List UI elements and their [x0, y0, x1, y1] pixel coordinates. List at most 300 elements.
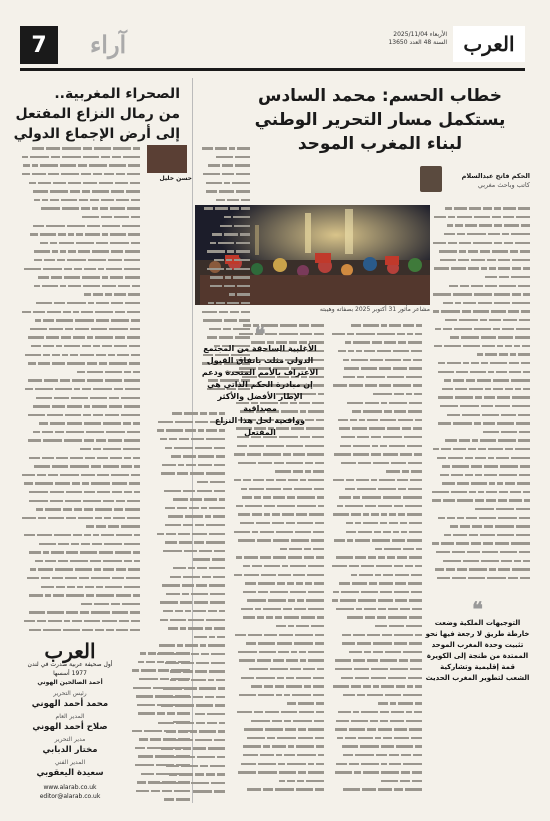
text-line: [430, 351, 530, 360]
text-line: [20, 386, 140, 395]
text-line: [200, 274, 250, 283]
text-line: [232, 460, 324, 469]
text-line: [130, 667, 190, 676]
text-line: [330, 545, 422, 554]
text-line: [130, 727, 190, 736]
side-author-avatar: [147, 145, 187, 173]
text-line: [20, 162, 140, 171]
text-line: [232, 511, 324, 520]
text-line: [330, 580, 422, 589]
text-line: [330, 717, 422, 726]
text-line: [430, 291, 530, 300]
text-line: [20, 325, 140, 334]
text-line: [232, 666, 324, 675]
text-line: [330, 709, 422, 718]
text-line: [130, 779, 190, 788]
text-line: [155, 548, 225, 557]
staff-person: مختار الدبابي: [42, 745, 98, 755]
text-line: [430, 300, 530, 309]
text-line: [330, 528, 422, 537]
text-line: [200, 197, 250, 206]
text-line: [20, 351, 140, 360]
text-line: [330, 485, 422, 494]
text-line: [232, 442, 324, 451]
text-line: [20, 300, 140, 309]
side-article-column-b: [20, 145, 140, 640]
main-byline: [420, 166, 530, 196]
pull-quote-2-line: تثبيت وحدة المغرب الموحد: [431, 641, 524, 649]
photo-caption: مشاعر مأثور 31 أكتوبر 2025 بصفاته وهيبته: [319, 306, 430, 313]
text-line: [430, 463, 530, 472]
text-line: [430, 377, 530, 386]
founded-line-1: أول صحيفة عربية صدرت في لندن: [27, 661, 113, 668]
text-line: [20, 394, 140, 403]
text-line: [20, 248, 140, 257]
pull-quote-2-line: الممتدة من طنجة إلى الكويرة: [426, 652, 529, 660]
text-line: [232, 649, 324, 658]
text-line: [330, 442, 422, 451]
pull-quote-1-line: الإطار الأفضل والأكثر مصداقية: [217, 392, 303, 413]
text-line: [200, 179, 250, 188]
text-line: [232, 494, 324, 503]
text-line: [330, 339, 422, 348]
text-line: [430, 454, 530, 463]
text-line: [155, 453, 225, 462]
text-line: [232, 468, 324, 477]
text-line: [232, 502, 324, 511]
text-line: [20, 626, 140, 635]
text-line: [430, 471, 530, 480]
pull-quote-1-line: وواقعية لحل هذا النزاع المفتعل: [215, 416, 305, 437]
text-line: [430, 222, 530, 231]
author-role: كاتب وباحث مغربي: [477, 181, 530, 189]
text-line: [232, 597, 324, 606]
side-headline-line-3: إلى أرض الإجماع الدولي: [13, 126, 180, 142]
text-line: [200, 257, 250, 266]
text-line: [20, 523, 140, 532]
text-line: [232, 606, 324, 615]
text-line: [20, 205, 140, 214]
text-line: [330, 640, 422, 649]
text-line: [430, 480, 530, 489]
email: editor@alarab.co.uk: [39, 793, 101, 800]
pull-quote-2-line: الشعب لتطوير المغرب الحديث: [425, 674, 530, 682]
text-line: [20, 343, 140, 352]
text-line: [155, 487, 225, 496]
text-line: [430, 523, 530, 532]
text-line: [155, 573, 225, 582]
text-line: [20, 145, 140, 154]
text-line: [20, 575, 140, 584]
text-line: [20, 265, 140, 274]
text-line: [330, 760, 422, 769]
text-line: [430, 265, 530, 274]
text-line: [155, 470, 225, 479]
section-title: آراء: [90, 30, 127, 59]
text-line: [130, 684, 190, 693]
text-line: [20, 618, 140, 627]
text-line: [430, 257, 530, 266]
text-line: [20, 497, 140, 506]
text-line: [130, 719, 190, 728]
text-line: [232, 700, 324, 709]
text-line: [330, 502, 422, 511]
text-line: [430, 446, 530, 455]
side-headline-line-2: من رمال النزاع المفتعل: [15, 106, 180, 122]
text-line: [200, 240, 250, 249]
text-line: [200, 222, 250, 231]
staff-role: المدير العام: [55, 713, 85, 720]
text-line: [430, 325, 530, 334]
pull-quote-1-line: الأغلبية الساحقة من المجتمع: [203, 344, 317, 353]
page-number: 7: [20, 26, 58, 64]
text-line: [130, 659, 190, 668]
text-line: [20, 609, 140, 618]
text-line: [330, 520, 422, 529]
text-line: [330, 666, 422, 675]
text-line: [130, 650, 190, 659]
staff-role: مدير التحرير: [54, 736, 86, 743]
text-line: [155, 608, 225, 617]
author-avatar: [420, 166, 442, 192]
text-line: [155, 590, 225, 599]
text-line: [430, 385, 530, 394]
text-line: [130, 676, 190, 685]
text-line: [130, 736, 190, 745]
side-byline: [147, 145, 192, 185]
founder-name: أحمد الصالحين الهوني: [37, 679, 103, 686]
text-line: [20, 480, 140, 489]
text-line: [130, 770, 190, 779]
side-author-name: حسن خليل: [159, 175, 192, 182]
text-line: [232, 623, 324, 632]
pull-quote-2-line: التوجيهات الملكية وضعت: [434, 619, 521, 627]
text-line: [330, 374, 422, 383]
staff-person: محمد أحمد الهوني: [31, 699, 109, 709]
text-line: [20, 411, 140, 420]
text-line: [232, 726, 324, 735]
text-line: [20, 454, 140, 463]
text-line: [330, 348, 422, 357]
text-line: [155, 633, 225, 642]
text-line: [20, 429, 140, 438]
text-line: [20, 515, 140, 524]
text-line: [20, 583, 140, 592]
text-line: [430, 532, 530, 541]
side-article-column-c: [130, 650, 190, 805]
text-line: [20, 154, 140, 163]
text-line: [430, 368, 530, 377]
text-line: [20, 334, 140, 343]
text-line: [20, 317, 140, 326]
text-line: [20, 558, 140, 567]
staff-person: سعيدة اليعقوبي: [36, 768, 104, 778]
text-line: [200, 162, 250, 171]
pull-quote-1-line: الدولي مثلت باتفاق القبول: [206, 356, 314, 365]
text-line: [330, 494, 422, 503]
pull-quote-1: [200, 322, 320, 439]
text-line: [20, 368, 140, 377]
text-line: [200, 300, 250, 309]
text-line: [330, 322, 422, 331]
text-line: [430, 274, 530, 283]
text-line: [155, 496, 225, 505]
text-line: [232, 545, 324, 554]
text-line: [232, 692, 324, 701]
text-line: [130, 753, 190, 762]
text-line: [330, 382, 422, 391]
staff-role: المدير الفني: [54, 759, 86, 766]
text-line: [330, 417, 422, 426]
quote-icon: ❝: [472, 597, 483, 621]
text-line: [232, 614, 324, 623]
text-line: [330, 786, 422, 795]
text-line: [430, 334, 530, 343]
text-line: [232, 657, 324, 666]
text-line: [330, 726, 422, 735]
text-line: [20, 283, 140, 292]
website: www.alarab.co.uk: [43, 784, 97, 791]
main-headline: [230, 84, 530, 156]
text-line: [130, 788, 190, 797]
text-line: [155, 462, 225, 471]
pull-quote-2-line: خارطة طريق لا رجعة فيها نحو: [425, 630, 530, 638]
text-line: [430, 403, 530, 412]
text-line: [330, 434, 422, 443]
text-line: [430, 549, 530, 558]
text-line: [20, 240, 140, 249]
side-headline: [13, 84, 180, 144]
text-line: [232, 520, 324, 529]
text-line: [155, 599, 225, 608]
text-line: [200, 283, 250, 292]
text-line: [20, 360, 140, 369]
page-header: [20, 26, 525, 71]
text-line: [20, 549, 140, 558]
text-line: [20, 592, 140, 601]
text-line: [430, 205, 530, 214]
text-line: [430, 514, 530, 523]
staff-box: [20, 639, 120, 801]
text-line: [330, 735, 422, 744]
text-line: [20, 188, 140, 197]
text-line: [20, 437, 140, 446]
staff-logo: العرب: [44, 639, 96, 663]
text-line: [330, 631, 422, 640]
text-line: [430, 557, 530, 566]
pull-quote-1-line: إن مبادرة الحكم الذاتي هي: [207, 380, 313, 389]
text-line: [330, 674, 422, 683]
text-line: [330, 657, 422, 666]
text-line: [155, 539, 225, 548]
text-line: [330, 365, 422, 374]
text-line: [330, 692, 422, 701]
text-line: [330, 391, 422, 400]
text-line: [330, 588, 422, 597]
text-line: [232, 777, 324, 786]
text-line: [20, 257, 140, 266]
main-article-column-1: [430, 205, 530, 590]
text-line: [232, 588, 324, 597]
text-line: [330, 649, 422, 658]
text-line: [20, 463, 140, 472]
text-line: [430, 248, 530, 257]
text-line: [155, 582, 225, 591]
text-line: [130, 710, 190, 719]
text-line: [20, 197, 140, 206]
text-line: [330, 563, 422, 572]
text-line: [330, 597, 422, 606]
text-line: [430, 411, 530, 420]
text-line: [330, 356, 422, 365]
text-line: [232, 563, 324, 572]
text-line: [430, 282, 530, 291]
text-line: [200, 205, 250, 214]
text-line: [155, 530, 225, 539]
text-line: [430, 231, 530, 240]
masthead-logo: العرب: [453, 26, 525, 62]
text-line: [232, 631, 324, 640]
text-line: [155, 522, 225, 531]
text-line: [20, 506, 140, 515]
text-line: [200, 231, 250, 240]
text-line: [20, 446, 140, 455]
text-line: [330, 460, 422, 469]
text-line: [330, 451, 422, 460]
text-line: [430, 360, 530, 369]
text-line: [330, 743, 422, 752]
text-line: [330, 700, 422, 709]
text-line: [430, 317, 530, 326]
text-line: [430, 437, 530, 446]
text-line: [330, 571, 422, 580]
text-line: [330, 399, 422, 408]
text-line: [200, 248, 250, 257]
text-line: [430, 489, 530, 498]
text-line: [232, 485, 324, 494]
text-line: [200, 171, 250, 180]
text-line: [232, 640, 324, 649]
text-line: [232, 735, 324, 744]
text-line: [330, 606, 422, 615]
text-line: [330, 769, 422, 778]
text-line: [20, 231, 140, 240]
text-line: [232, 451, 324, 460]
text-line: [200, 265, 250, 274]
text-line: [232, 477, 324, 486]
text-line: [20, 472, 140, 481]
text-line: [232, 769, 324, 778]
text-line: [330, 623, 422, 632]
text-line: [232, 537, 324, 546]
text-line: [155, 625, 225, 634]
text-line: [130, 762, 190, 771]
text-line: [200, 291, 250, 300]
text-line: [20, 222, 140, 231]
text-line: [130, 702, 190, 711]
pull-quote-2-line: قمة إقليمية وتشاركية: [440, 663, 515, 671]
text-line: [232, 717, 324, 726]
text-line: [130, 745, 190, 754]
text-line: [330, 408, 422, 417]
text-line: [430, 497, 530, 506]
text-line: [155, 513, 225, 522]
text-line: [330, 554, 422, 563]
author-name: الحكم فاتح عبدالسلام: [461, 172, 530, 180]
text-line: [130, 796, 190, 805]
text-line: [20, 540, 140, 549]
text-line: [232, 571, 324, 580]
text-line: [232, 760, 324, 769]
text-line: [200, 214, 250, 223]
text-line: [20, 377, 140, 386]
text-line: [155, 505, 225, 514]
text-line: [232, 752, 324, 761]
text-line: [330, 331, 422, 340]
text-line: [20, 600, 140, 609]
text-line: [20, 274, 140, 283]
text-line: [232, 709, 324, 718]
text-line: [200, 188, 250, 197]
text-line: [430, 343, 530, 352]
text-line: [330, 477, 422, 486]
text-line: [200, 154, 250, 163]
text-line: [330, 614, 422, 623]
side-headline-line-1: الصحراء المغربية..: [54, 86, 180, 102]
text-line: [430, 214, 530, 223]
text-line: [232, 674, 324, 683]
text-line: [20, 214, 140, 223]
text-line: [430, 575, 530, 584]
issue-date: الأربعاء 2025/11/04: [393, 31, 447, 38]
pull-quote-1-line: الاعتراف بالأمم المتحدة ودعم: [201, 368, 319, 377]
text-line: [430, 540, 530, 549]
text-line: [232, 786, 324, 795]
text-line: [20, 291, 140, 300]
text-line: [200, 145, 250, 154]
staff-role: رئيس التحرير: [53, 690, 87, 697]
text-line: [155, 444, 225, 453]
text-line: [130, 693, 190, 702]
text-line: [232, 743, 324, 752]
text-line: [20, 532, 140, 541]
text-line: [20, 308, 140, 317]
text-line: [330, 425, 422, 434]
main-article-column-2: [330, 322, 422, 802]
text-line: [430, 428, 530, 437]
text-line: [20, 179, 140, 188]
text-line: [430, 308, 530, 317]
main-headline-line-1: خطاب الحسم: محمد السادس: [258, 86, 502, 106]
text-line: [20, 403, 140, 412]
text-line: [430, 239, 530, 248]
text-line: [330, 752, 422, 761]
main-headline-line-2: يستكمل مسار التحرير الوطني: [254, 110, 506, 130]
pull-quote-2: [425, 597, 530, 684]
text-line: [330, 683, 422, 692]
text-line: [430, 566, 530, 575]
text-line: [430, 420, 530, 429]
text-line: [20, 420, 140, 429]
text-line: [330, 537, 422, 546]
quote-icon: ❝: [254, 322, 266, 346]
text-line: [232, 528, 324, 537]
text-line: [155, 616, 225, 625]
text-line: [232, 554, 324, 563]
text-line: [232, 580, 324, 589]
text-line: [330, 511, 422, 520]
text-line: [430, 506, 530, 515]
